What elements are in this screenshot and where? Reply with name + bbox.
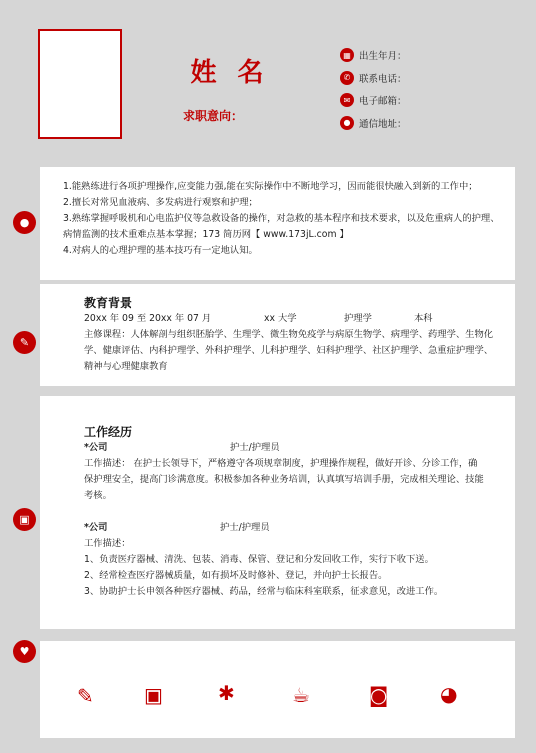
info-address	[340, 112, 407, 135]
education-major: 护理学	[344, 313, 372, 324]
film-icon: ▣	[144, 683, 163, 707]
palm-tree-icon: ✱	[218, 681, 235, 705]
location-icon: ●	[340, 116, 354, 130]
job-role: 护士/护理员	[220, 522, 270, 533]
contact-info	[340, 44, 407, 134]
mail-icon: ✉	[340, 93, 354, 107]
education-school: xx 大学	[264, 313, 297, 324]
job-description-label: 工作描述：	[84, 538, 131, 549]
job-duty: 3、协助护士长申领各种医疗器械、药品，经常与临床科室联系，征求意见，改进工作。	[84, 586, 444, 597]
palette-icon: ◕	[440, 682, 458, 706]
experience-card	[40, 396, 515, 629]
pencil-icon: ✎	[77, 684, 94, 708]
summary-item: 2.擅长对常见血液病、多发病进行观察和护理；	[63, 197, 258, 208]
heart-icon: ♥	[13, 640, 36, 663]
info-phone-label: 联系电话：	[359, 73, 407, 85]
phone-icon: ✆	[340, 71, 354, 85]
info-birth	[340, 44, 407, 67]
education-row	[84, 311, 494, 327]
job-company: *公司	[84, 522, 108, 533]
photo-frame	[38, 29, 122, 139]
candidate-name: 姓 名	[190, 58, 270, 88]
hobbies-card	[40, 641, 515, 738]
education-title: 教育背景	[84, 296, 133, 310]
education-courses: 主修课程：人体解剖与组织胚胎学、生理学、微生物免疫学与病原生物学、病理学、药理学、生物化学、健康评估、内科护理学、外科护理学、儿科护理学、妇科护理学、社区护理学、急重症护理学、精神与心理健康教育	[84, 329, 494, 372]
summary-item: 1.能熟练进行各项护理操作,应变能力强,能在实际操作中不断地学习，因而能很快融入到新的工作中；	[63, 181, 478, 192]
coffee-icon: ☕	[292, 683, 310, 707]
job-header	[84, 440, 484, 456]
info-email-label: 电子邮箱：	[359, 96, 407, 108]
job-company: *公司	[84, 442, 108, 453]
experience-title: 工作经历	[84, 425, 133, 439]
education-period: 20xx 年 09 至 20xx 年 07 月	[84, 313, 212, 324]
job-intent-label: 求职意向：	[183, 109, 244, 123]
info-birth-label: 出生年月：	[359, 51, 407, 63]
calendar-icon: ▦	[340, 48, 354, 62]
job-duty: 1、负责医疗器械、清洗、包装、消毒、保管、登记和分发回收工作，实行下收下送。	[84, 554, 434, 565]
job-header	[84, 520, 484, 536]
job-description: 工作描述： 在护士长领导下，严格遵守各项规章制度，护理操作规程，做好开诊、分诊工作，确保护理安全，提高门诊满意度。积极参加各种业务培训，认真填写培训手册，完成相关理论、技能考核。	[84, 458, 484, 501]
education-degree: 本科	[414, 313, 433, 324]
summary-item: 3.熟练掌握呼吸机和心电监护仪等急救设备的操作，对急救的基本程序和技术要求，以及危重病人的护理、病情监测的技术重难点基本掌握；173 简历网【 www.173jL.com 】	[63, 213, 500, 240]
summary-item: 4.对病人的心理护理的基本技巧有一定地认知。	[63, 245, 258, 256]
info-email	[340, 89, 407, 112]
job-duty: 2、经常检查医疗器械质量，如有损坏及时修补、登记，并向护士长报告。	[84, 570, 388, 581]
camera-icon: ◙	[369, 683, 389, 707]
info-phone	[340, 67, 407, 90]
briefcase-icon: ▣	[13, 508, 36, 531]
user-icon: ●	[13, 211, 36, 234]
summary-card	[40, 167, 515, 280]
info-address-label: 通信地址：	[359, 118, 407, 130]
pen-icon: ✎	[13, 331, 36, 354]
education-card	[40, 284, 515, 386]
job-role: 护士/护理员	[230, 442, 280, 453]
